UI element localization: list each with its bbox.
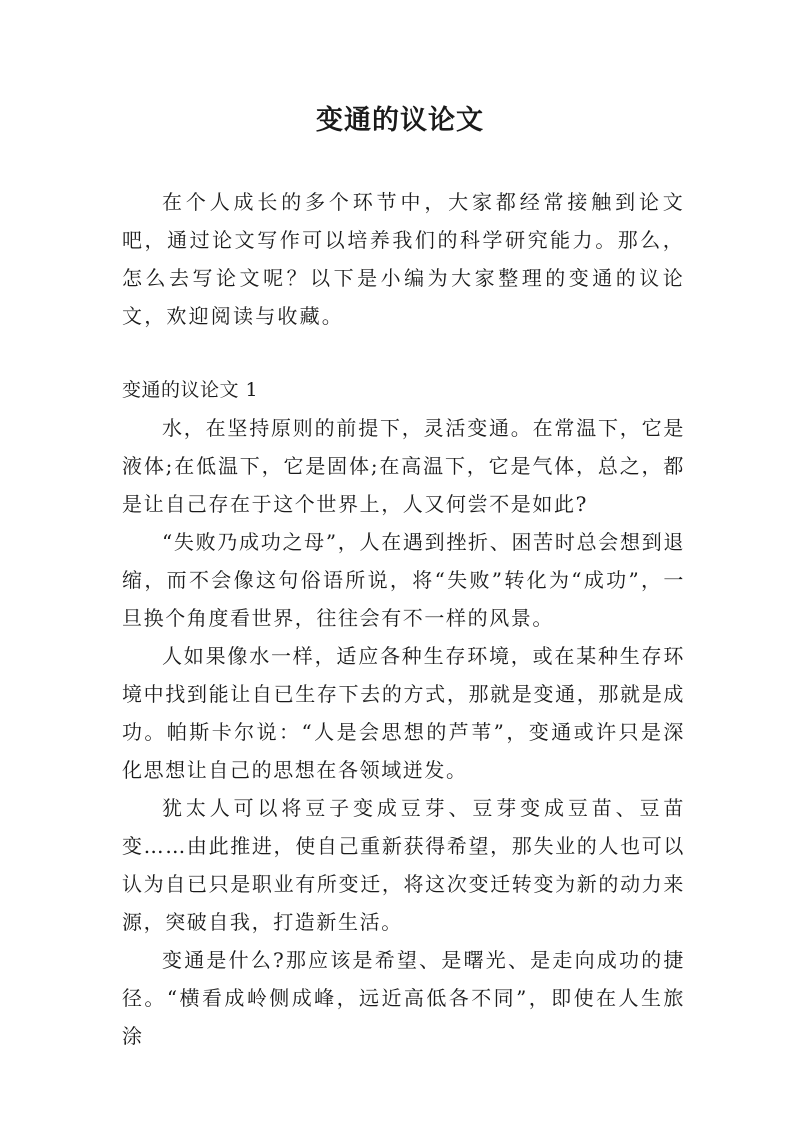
body-paragraph-3: 人如果像水一样，适应各种生存环境，或在某种生存环境中找到能让自已生存下去的方式，那就是变通，那就是成功。帕斯卡尔说：“人是会思想的芦苇”，变通或许只是深化思想让自己的思想在各领域迸发。 [122, 644, 685, 782]
section-title: 变通的议论文 1 [122, 379, 259, 401]
body-paragraph-1: 水，在坚持原则的前提下，灵活变通。在常温下，它是液体;在低温下，它是固体;在高温下，它是气体，总之，都是让自己存在于这个世界上，人又何尝不是如此? [122, 416, 685, 516]
intro-paragraph: 在个人成长的多个环节中，大家都经常接触到论文吧，通过论文写作可以培养我们的科学研究能力。那么，怎么去写论文呢？以下是小编为大家整理的变通的议论文，欢迎阅读与收藏。 [122, 190, 685, 328]
body-paragraph-5: 变通是什么?那应该是希望、是曙光、是走向成功的捷径。“横看成岭侧成峰，远近高低各不同”，即使在人生旅涂 [122, 948, 685, 1048]
body-paragraph-2: “失败乃成功之母”，人在遇到挫折、困苦时总会想到退缩，而不会像这句俗语所说，将“失败”转化为“成功”，一旦换个角度看世界，往往会有不一样的风景。 [122, 530, 685, 630]
document-title: 变通的议论文 [316, 105, 484, 136]
document-body [122, 183, 685, 1055]
body-paragraph-4: 犹太人可以将豆子变成豆芽、豆芽变成豆苗、豆苗变……由此推进，使自己重新获得希望，那失业的人也可以认为自已只是职业有所变迁，将这次变迁转变为新的动力来源，突破自我，打造新生活。 [122, 796, 685, 934]
